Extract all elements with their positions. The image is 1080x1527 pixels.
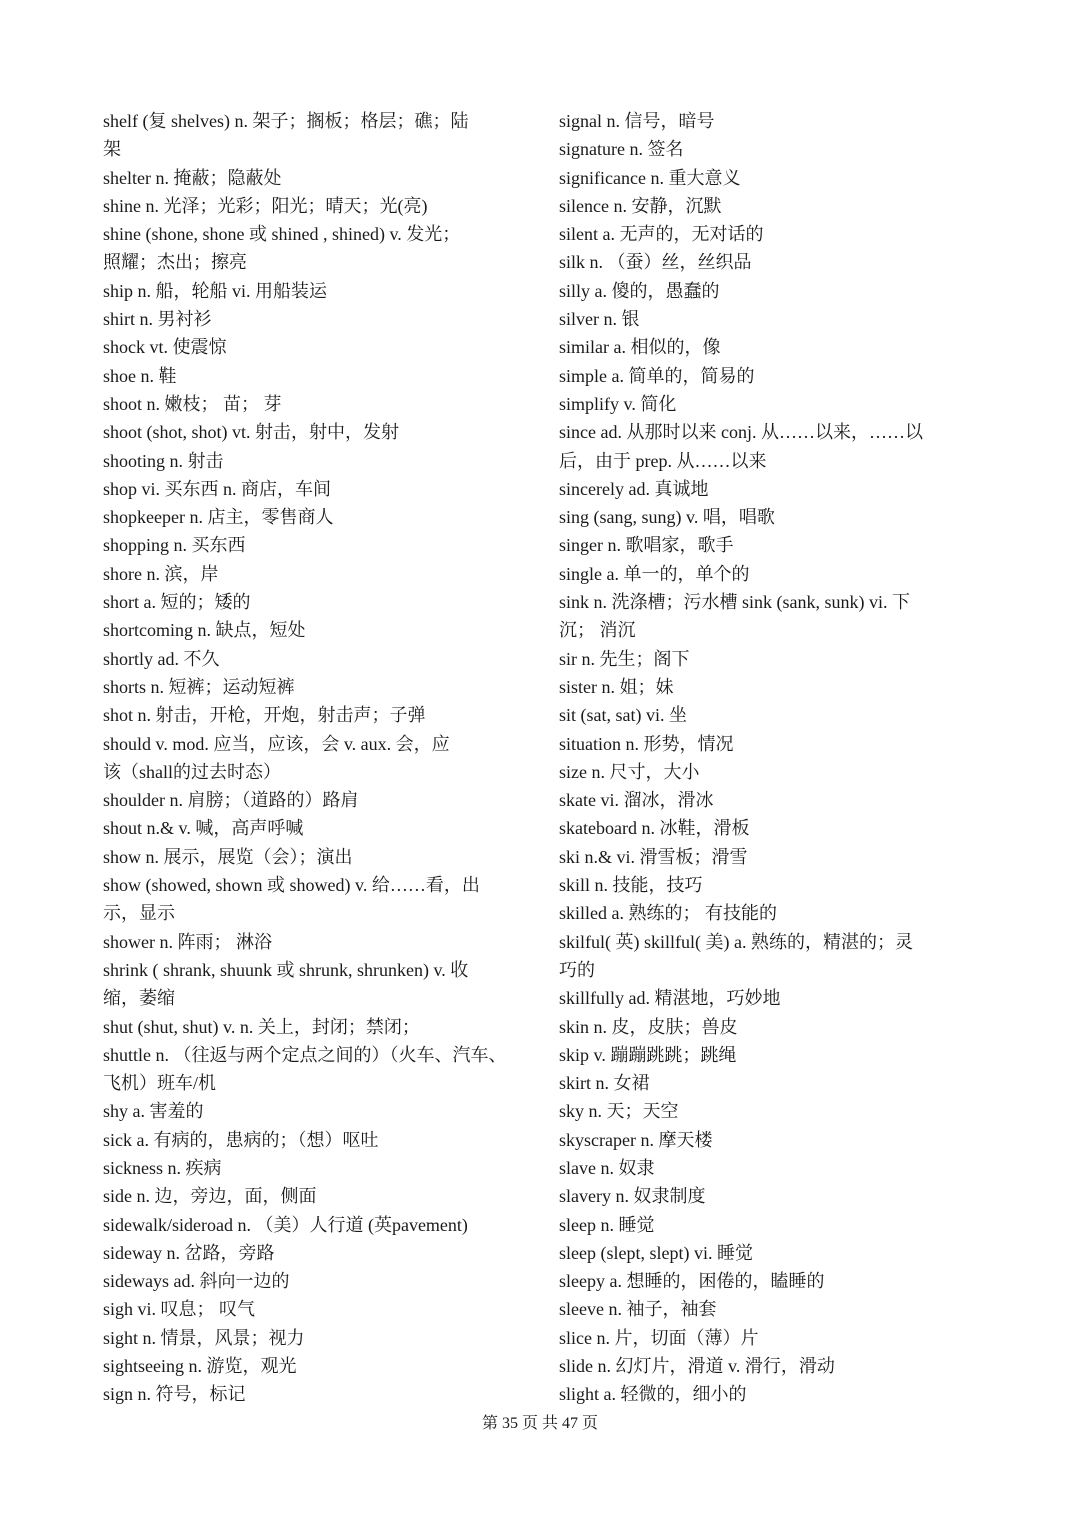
- entry-line: skirt n. 女裙: [559, 1073, 650, 1094]
- entry-line: 示，显示: [103, 903, 175, 924]
- entry-line: 飞机）班车/机: [103, 1073, 217, 1094]
- entry-line: shop vi. 买东西 n. 商店，车间: [103, 478, 332, 499]
- entry-line: shelf (复 shelves) n. 架子；搁板；格层；礁；陆: [103, 111, 469, 131]
- entry-line: sidewalk/sideroad n. （美）人行道 (英pavement): [103, 1214, 468, 1235]
- entry-line: ski n.& vi. 滑雪板；滑雪: [559, 846, 748, 867]
- entry-line: shine n. 光泽；光彩；阳光；晴天；光(亮): [103, 195, 428, 216]
- entry-line: signal n. 信号，暗号: [559, 111, 715, 131]
- entry-line: skilled a. 熟练的； 有技能的: [559, 903, 777, 924]
- entry-line: show n. 展示，展览（会）；演出: [103, 846, 353, 867]
- entry-line: slide n. 幻灯片，滑道 v. 滑行，滑动: [559, 1356, 835, 1377]
- entry-line: sign n. 符号，标记: [103, 1384, 246, 1405]
- entry-line: shopkeeper n. 店主，零售商人: [103, 507, 334, 528]
- entry-line: silent a. 无声的，无对话的: [559, 224, 764, 245]
- entry-line: size n. 尺寸，大小: [559, 761, 700, 782]
- entry-line: sleep n. 睡觉: [559, 1214, 655, 1235]
- entry-line: sit (sat, sat) vi. 坐: [559, 705, 687, 726]
- entry-line: shuttle n. （往返与两个定点之间的）（火车、汽车、: [103, 1044, 507, 1065]
- entry-line: shoe n. 鞋: [103, 365, 177, 386]
- entry-line: sight n. 情景，风景；视力: [103, 1327, 305, 1348]
- entry-line: since ad. 从那时以来 conj. 从……以来，……以: [559, 422, 923, 443]
- entry-line: sink n. 洗涤槽；污水槽 sink (sank, sunk) vi. 下: [559, 592, 910, 613]
- entry-line: shooting n. 射击: [103, 450, 224, 471]
- entry-line: skillfully ad. 精湛地，巧妙地: [559, 988, 781, 1009]
- entry-line: shore n. 滨，岸: [103, 563, 219, 584]
- entry-line: shout n.& v. 喊，高声呼喊: [103, 818, 304, 839]
- entry-line: shortcoming n. 缺点，短处: [103, 620, 306, 641]
- entry-line: silly a. 傻的，愚蠢的: [559, 280, 720, 301]
- entry-line: shot n. 射击，开枪，开炮，射击声；子弹: [103, 705, 426, 726]
- entry-line: 架: [103, 139, 121, 160]
- entry-line: silver n. 银: [559, 309, 640, 330]
- entry-line: singer n. 歌唱家，歌手: [559, 535, 734, 556]
- entry-line: sigh vi. 叹息； 叹气: [103, 1299, 256, 1320]
- entry-line: simple a. 简单的，简易的: [559, 365, 755, 386]
- entry-line: slight a. 轻微的，细小的: [559, 1384, 747, 1405]
- entry-line: 缩，萎缩: [103, 988, 175, 1009]
- entry-line: should v. mod. 应当，应该，会 v. aux. 会，应: [103, 733, 450, 754]
- entry-line: shoot (shot, shot) vt. 射击，射中，发射: [103, 422, 400, 443]
- entry-line: shoot n. 嫩枝； 苗； 芽: [103, 393, 282, 414]
- right-column: [559, 107, 979, 1409]
- entry-line: sleep (slept, slept) vi. 睡觉: [559, 1242, 753, 1263]
- entry-line: sideways ad. 斜向一边的: [103, 1271, 290, 1292]
- entry-line: sincerely ad. 真诚地: [559, 478, 709, 499]
- entry-line: shelter n. 掩蔽；隐蔽处: [103, 167, 282, 188]
- entry-line: sir n. 先生；阁下: [559, 648, 690, 669]
- entry-line: ship n. 船，轮船 vi. 用船装运: [103, 280, 328, 301]
- entry-line: skyscraper n. 摩天楼: [559, 1129, 713, 1150]
- entry-line: sing (sang, sung) v. 唱，唱歌: [559, 507, 775, 528]
- entry-line: slavery n. 奴隶制度: [559, 1186, 706, 1207]
- entry-line: side n. 边，旁边，面，侧面: [103, 1186, 317, 1207]
- entry-line: sleepy a. 想睡的，困倦的，瞌睡的: [559, 1271, 825, 1292]
- entry-line: 照耀；杰出；擦亮: [103, 252, 247, 273]
- entry-line: shower n. 阵雨； 淋浴: [103, 931, 272, 952]
- entry-line: shopping n. 买东西: [103, 535, 246, 556]
- entry-line: show (showed, shown 或 showed) v. 给……看，出: [103, 875, 480, 896]
- entry-line: 巧的: [559, 959, 595, 980]
- entry-line: shortly ad. 不久: [103, 648, 220, 669]
- entry-line: sick a. 有病的，患病的；（想）呕吐: [103, 1129, 379, 1150]
- entry-line: shine (shone, shone 或 shined , shined) v. 发光；: [103, 224, 461, 245]
- entry-line: 沉； 消沉: [559, 620, 636, 641]
- entry-line: silence n. 安静，沉默: [559, 195, 722, 216]
- entry-line: shrink ( shrank, shuunk 或 shrunk, shrunken) v. 收: [103, 959, 469, 980]
- entry-line: short a. 短的；矮的: [103, 592, 251, 613]
- entry-line: sister n. 姐；妹: [559, 676, 674, 697]
- entry-line: simplify v. 简化: [559, 393, 677, 414]
- entry-line: shut (shut, shut) v. n. 关上，封闭；禁闭；: [103, 1016, 420, 1037]
- entry-line: significance n. 重大意义: [559, 167, 741, 188]
- entry-line: slice n. 片，切面（薄）片: [559, 1327, 759, 1348]
- entry-line: silk n. （蚕）丝，丝织品: [559, 252, 752, 273]
- entry-line: sightseeing n. 游览，观光: [103, 1356, 297, 1377]
- entry-line: sleeve n. 袖子，袖套: [559, 1299, 717, 1320]
- entry-line: shorts n. 短裤；运动短裤: [103, 676, 295, 697]
- entry-line: situation n. 形势，情况: [559, 733, 734, 754]
- entry-line: skilful( 英) skillful( 美) a. 熟练的，精湛的；灵: [559, 931, 913, 952]
- entry-line: shirt n. 男衬衫: [103, 309, 212, 330]
- entry-line: skate vi. 溜冰，滑冰: [559, 790, 714, 811]
- entry-line: skateboard n. 冰鞋，滑板: [559, 818, 750, 839]
- left-column: [103, 107, 528, 1409]
- entry-line: single a. 单一的，单个的: [559, 563, 750, 584]
- entry-line: skip v. 蹦蹦跳跳；跳绳: [559, 1044, 737, 1065]
- entry-line: shoulder n. 肩膀；（道路的）路肩: [103, 790, 359, 811]
- entry-line: slave n. 奴隶: [559, 1157, 655, 1178]
- entry-line: skill n. 技能，技巧: [559, 875, 703, 896]
- entry-line: sideway n. 岔路，旁路: [103, 1242, 275, 1263]
- entry-line: 后，由于 prep. 从……以来: [559, 450, 767, 471]
- entry-line: sky n. 天；天空: [559, 1101, 679, 1122]
- entry-line: signature n. 签名: [559, 139, 684, 160]
- entry-line: shock vt. 使震惊: [103, 337, 227, 358]
- entry-line: skin n. 皮，皮肤；兽皮: [559, 1016, 738, 1037]
- entry-line: similar a. 相似的，像: [559, 337, 721, 358]
- page-footer: 第 35 页 共 47 页: [481, 1415, 598, 1432]
- entry-line: sickness n. 疾病: [103, 1157, 222, 1178]
- entry-line: 该（shall的过去时态）: [103, 761, 281, 782]
- entry-line: shy a. 害羞的: [103, 1101, 204, 1122]
